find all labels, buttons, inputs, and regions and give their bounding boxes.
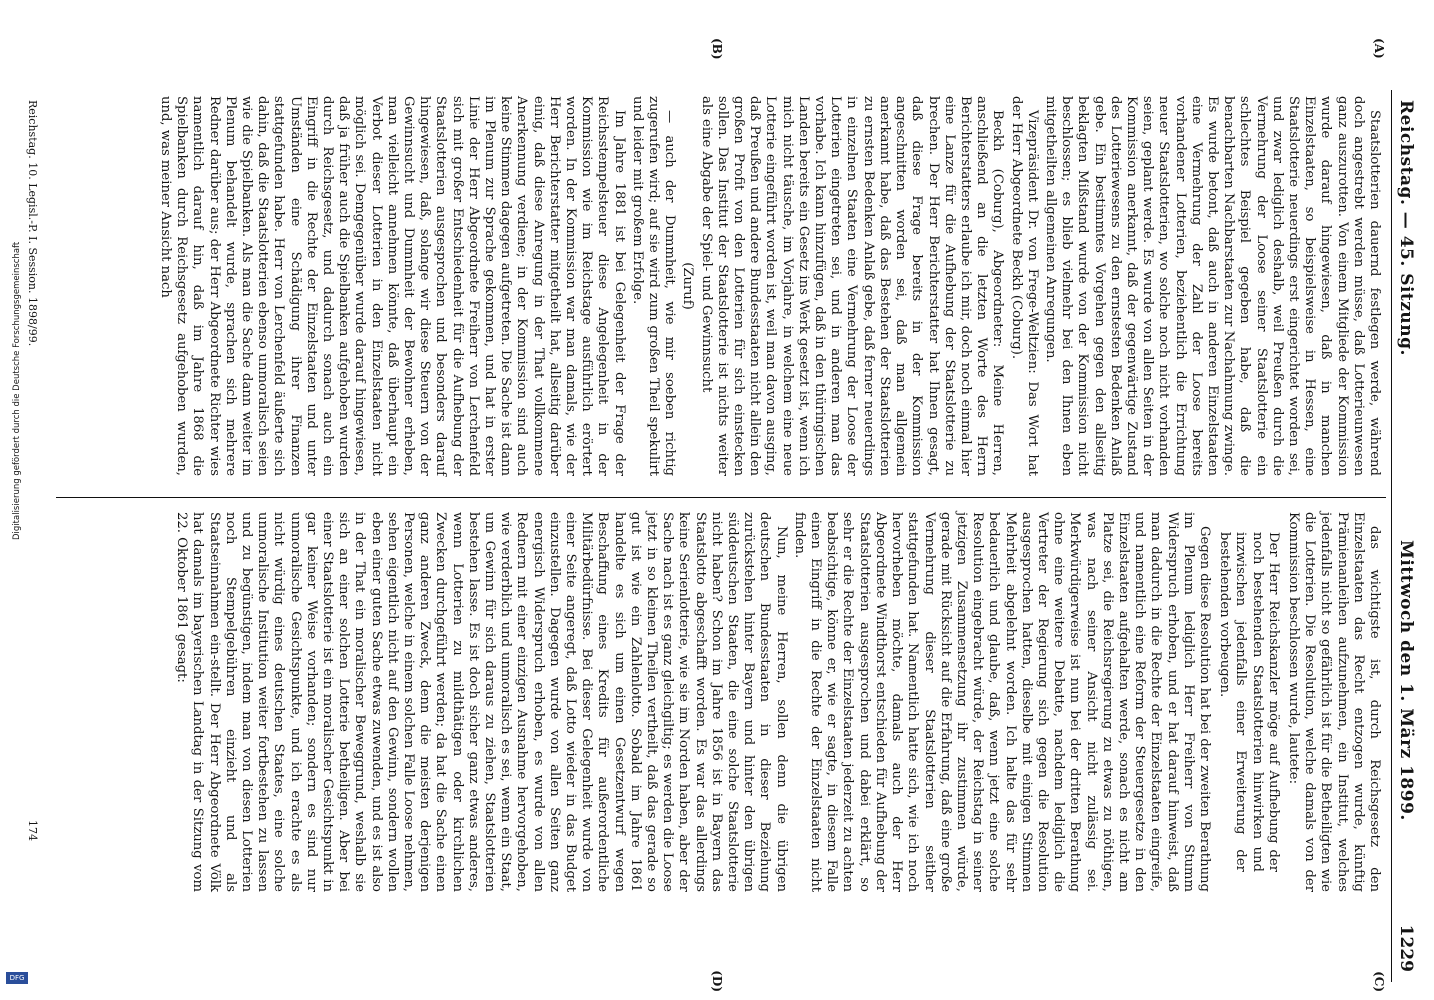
page-number: 1229 (1396, 924, 1416, 972)
folio-number: 174 (26, 820, 39, 841)
resolution-quote: Der Herr Reichskanzler möge auf Aufhebung der noch bestehenden Staatslotterien hinwirken und inzwischen jedenfalls einer Erweiterung der bestehenden vorbeugen. (1217, 532, 1281, 872)
margin-marker-b: (B) (710, 38, 724, 60)
running-header-left: Reichstag. — 45. Sitzung. (1396, 100, 1416, 356)
paragraph: Staatslotterien dauernd festlegen werde, während doch angestrebt werden müsse, daß Lotterieunwesen ganz auszurotten. Von einem Mitgliede der Kommission wurde darauf hingewiesen, daß in manchen Einzelstaaten, so beispielsweise in Hessen, eine Staatslotterie neuerdings erst eingerichtet worden sei, und zwar lediglich deshalb, weil Preußen durch die Vermehrung der Loose seiner Staatslotterie ein schlechtes Beispiel gegeben habe, daß die benachbarten Nachbarstaaten zur Nachahmung zwinge. Es wurde betont, daß auch in anderen Einzelstaaten eine Vermehrung der Zahl der Loose bereits vorhandener Lotterien, beziehentlich die Errichtung neuer Staatslotterien, wo solche noch nicht vorhanden seien, geplant werde. Es wurde von allen Seiten in der Kommission anerkannt, daß der gegenwärtige Zustand des Lotteriewesens zu den ernstesten Bedenken Anlaß gebe. Ein bestimmtes Vorgehen gegen den allseitig beklagten Mißstand wurde von der Kommission nicht beschlossen; es blieb vielmehr bei den Ihnen eben mitgetheilten allgemeinen Anregungen. (1042, 96, 1382, 476)
column-divider (56, 497, 1386, 498)
paragraph: Vizepräsident Dr. von Frege-Weltzien: Das Wort hat der Herr Abgeordnete Beckh (Coburg). (1008, 96, 1040, 476)
digitization-credit: Digitalisierung gefördert durch die Deutsche Forschungsgemeinschaft (12, 241, 22, 540)
margin-marker-d: (D) (710, 970, 724, 992)
right-column (171, 512, 1382, 892)
paragraph: — auch der Dummheit, wie mir soeben richtig zugerufen wird; auf sie wird zum großen Theil spekulirt und leider mit großem Erfolge. (629, 96, 678, 476)
paragraph: Beckh (Coburg), Abgeordneter: Meine Herren, anschließend an die letzten Worte des Herrn Berichterstatters erlaube ich mir, doch noch einmal hier eine Lanze für die Aufhebung der Staatslotterie zu brechen. Der Herr Berichterstatter hat Ihnen gesagt, daß diese Frage bereits in der Kommission angeschnitten worden sei, daß man allgemein anerkannt habe, daß das Bestehen der Staatslotterien zu ernsten Bedenken Anlaß gebe, daß ferner neuerdings in einzelnen Staaten eine Vermehrung der Loose der Lotterien eingetreten sei, und in anderen man das vorhabe. Ich kann hinzufügen, daß in den thüringischen Landen bereits ein Gesetz ins Werk gesetzt ist, wenn ich mich nicht täusche, im Vorjahre, in welchem eine neue Lotterie eingeführt worden ist, weil man davon ausging, daß Preußen und andere Bundesstaaten nicht allein den großen Profit von den Lotterien für sich einstecken sollen. Das Institut der Staatslotterie ist nichts weiter als eine Abgabe der Spiel- und Gewinnsucht (698, 96, 1006, 476)
paragraph: Im Jahre 1881 ist bei Gelegenheit der Frage der Reichsstempelsteuer diese Angelegenheit in der Kommission wie im Reichstage ausführlich erörtert worden. In der Kommission war man damals, wie der Herr Berichterstatter mitgetheilt hat, allseitig darüber einig, daß diese Anregung in der That vollkommene Anerkennung verdiene; in der Kommission sind auch keine Stimmen dagegen aufgetreten. Die Sache ist dann im Plenum zur Sprache gekommen, und hat in erster Linie der Herr Abgeordnete Freiherr von Lerchenfeld sich mit großer Entschiedenheit für die Aufhebung der Staatslotterien ausgesprochen und besonders darauf hingewiesen, daß, solange wir diese Steuern von der Gewinnsucht und Dummheit der Bewohner erheben, man vielleicht annehmen könnte, daß überhaupt ein Verbot dieser Lotterien in den Einzelstaaten nicht möglich sei. Demgegenüber wurde darauf hingewiesen, daß ja früher auch die Spielbanken aufgehoben wurden durch Reichsgesetz, und dadurch sonach auch ein Eingriff in die Rechte der Einzelstaaten und unter Umständen eine Schädigung ihrer Finanzen stattgefunden habe. Herr von Lerchenfeld äußerte sich dahin, daß die Staatslotterien ebenso unmoralisch seien wie die Spielbanken. Als man die Sache dann weiter im Plenum behandelt wurde, sprachen sich mehrere Redner darüber aus; der Herr Abgeordnete Richter wies namentlich darauf hin, daß im Jahre 1868 die Spielbanken durch Reichsgesetz aufgehoben wurden, und, was meiner Ansicht nach (157, 96, 627, 476)
margin-marker-c: (C) (1372, 971, 1386, 992)
footer-signature: Reichstag. 10. Legisl.-P. I. Session. 1898/99. (26, 100, 39, 347)
header-rule (1391, 90, 1392, 982)
running-header-right: Mittwoch den 1. März 1899. (1396, 540, 1416, 821)
paragraph: Nun, meine Herren, sollen denn die übrigen deutschen Bundesstaaten in dieser Beziehung zurückstehen hinter Bayern und hinter den übrigen süddeutschen Staaten, die eine solche Staatslotterie nicht haben? Schon im Jahre 1856 ist in Bayern das Staatslotto abgeschafft worden. Es war das allerdings keine Serienlotterie, wie sie im Norden haben, aber der Sache nach ist es ganz gleichgiltig; es werden die Loose jetzt in so kleinen Theilen vertheilt, daß das gerade so gut ist wie ein Zahlenlotto. Sobald im Jahre 1861 handelte es sich um einen Gesetzentwurf wegen Beschaffung eines Kredits für außerordentliche Militärbedürfnisse. Bei dieser Gelegenheit wurde von einer Seite angeregt, daß Lotto wieder in das Budget einzustellen. Dagegen wurde von allen Seiten ganz energisch Widerspruch erhoben, es wurde von allen Rednern mit einer einzigen Ausnahme hervorgehoben, wie verderblich und unmoralisch es sei, wenn ein Staat, um Gewinn für sich daraus zu ziehen, Staatslotterien bestehen lasse. Es ist doch sicher ganz etwas anderes, wenn Lotterien zu mildthätigen oder kirchlichen Zwecken durchgeführt werden; da hat die Sache einen ganz anderen Zweck, denn die meisten derjenigen Personen, welche in einem solchen Falle Loose nehmen, sehen eigentlich nicht auf den Gewinn, sondern wollen eben einer guten Sache etwas zuwenden, und es ist also in der That ein moralischer Beweggrund, weshalb sie sich an einer solchen Lotterie betheiligen. Aber bei einer Staatslotterie ist ein moralischer Gesichtspunkt in gar keiner Weise vorhanden; sondern es sind nur unmoralische Gesichtspunkte, und ich erachte es als nicht würdig eines deutschen Staates, eine solche unmoralische Institution weiter fortbestehen zu lassen und zu begünstigen, indem man von diesen Lotterien noch Stempelgebühren einzieht und als Staatseinnahmen ein-stellt. Der Herr Abgeordnete Völk hat damals im bayerischen Landtag in der Sitzung vom 22. Oktober 1861 gesagt: (174, 512, 789, 892)
margin-marker-a: (A) (1372, 38, 1386, 59)
dfg-logo: DFG (6, 972, 28, 984)
paragraph: das wichtigste ist, durch Reichsgesetz den Einzelstaaten das Recht entzogen wurde, künftig Prämienanleihen aufzunehmen, ein Institut, welches jedenfalls nicht so gefährlich ist für die Betheiligten wie die Lotterien. Die Resolution, welche damals von der Kommission beschlossen wurde, lautete: (1285, 512, 1382, 892)
left-column (155, 96, 1382, 476)
interjection: (Zuruf) (680, 262, 696, 310)
paragraph: Gegen diese Resolution hat bei der zweiten Berathung im Plenum lediglich Herr Freiherr von Stumm Widerspruch erhoben, und er hat darauf hinweist, daß man dadurch in die Rechte der Einzelstaaten eingreife, und namentlich eine Reform der Steuergesetze in den Einzelstaaten aufgehalten werde, sonach es nicht am Platze sei, die Reichsregierung zu etwas zu nöthigen, was nach seiner Ansicht nicht zulässig sei. Merkwürdigerweise ist nun bei der dritten Berathung ohne eine weitere Debatte, nachdem lediglich die Vertreter der Regierung sich gegen die Resolution ausgesprochen hatten, dieselbe mit einigen Stimmen Mehrheit abgelehnt worden. Ich halte das für sehr bedauerlich und glaube, daß, wenn jetzt eine solche Resolution eingebracht würde, der Reichstag in seiner jetzigen Zusammensetzung ihr zustimmen würde, gerade mit Rücksicht auf die Erfahrung, daß eine große Vermehrung dieser Staatslotterien seither stattgefunden hat. Namentlich hatte sich, wie ich noch hervorheben möchte, damals auch der Herr Abgeordnete Windthorst entschieden für Aufhebung der Staatslotterien ausgesprochen und dabei erklärt, so sehr er die Rechte der Einzelstaaten jederzeit zu achten beabsichtige, könne er, wie er sagte, in diesem Falle einen Eingriff in die Rechte der Einzelstaaten nicht finden. (791, 512, 1212, 892)
